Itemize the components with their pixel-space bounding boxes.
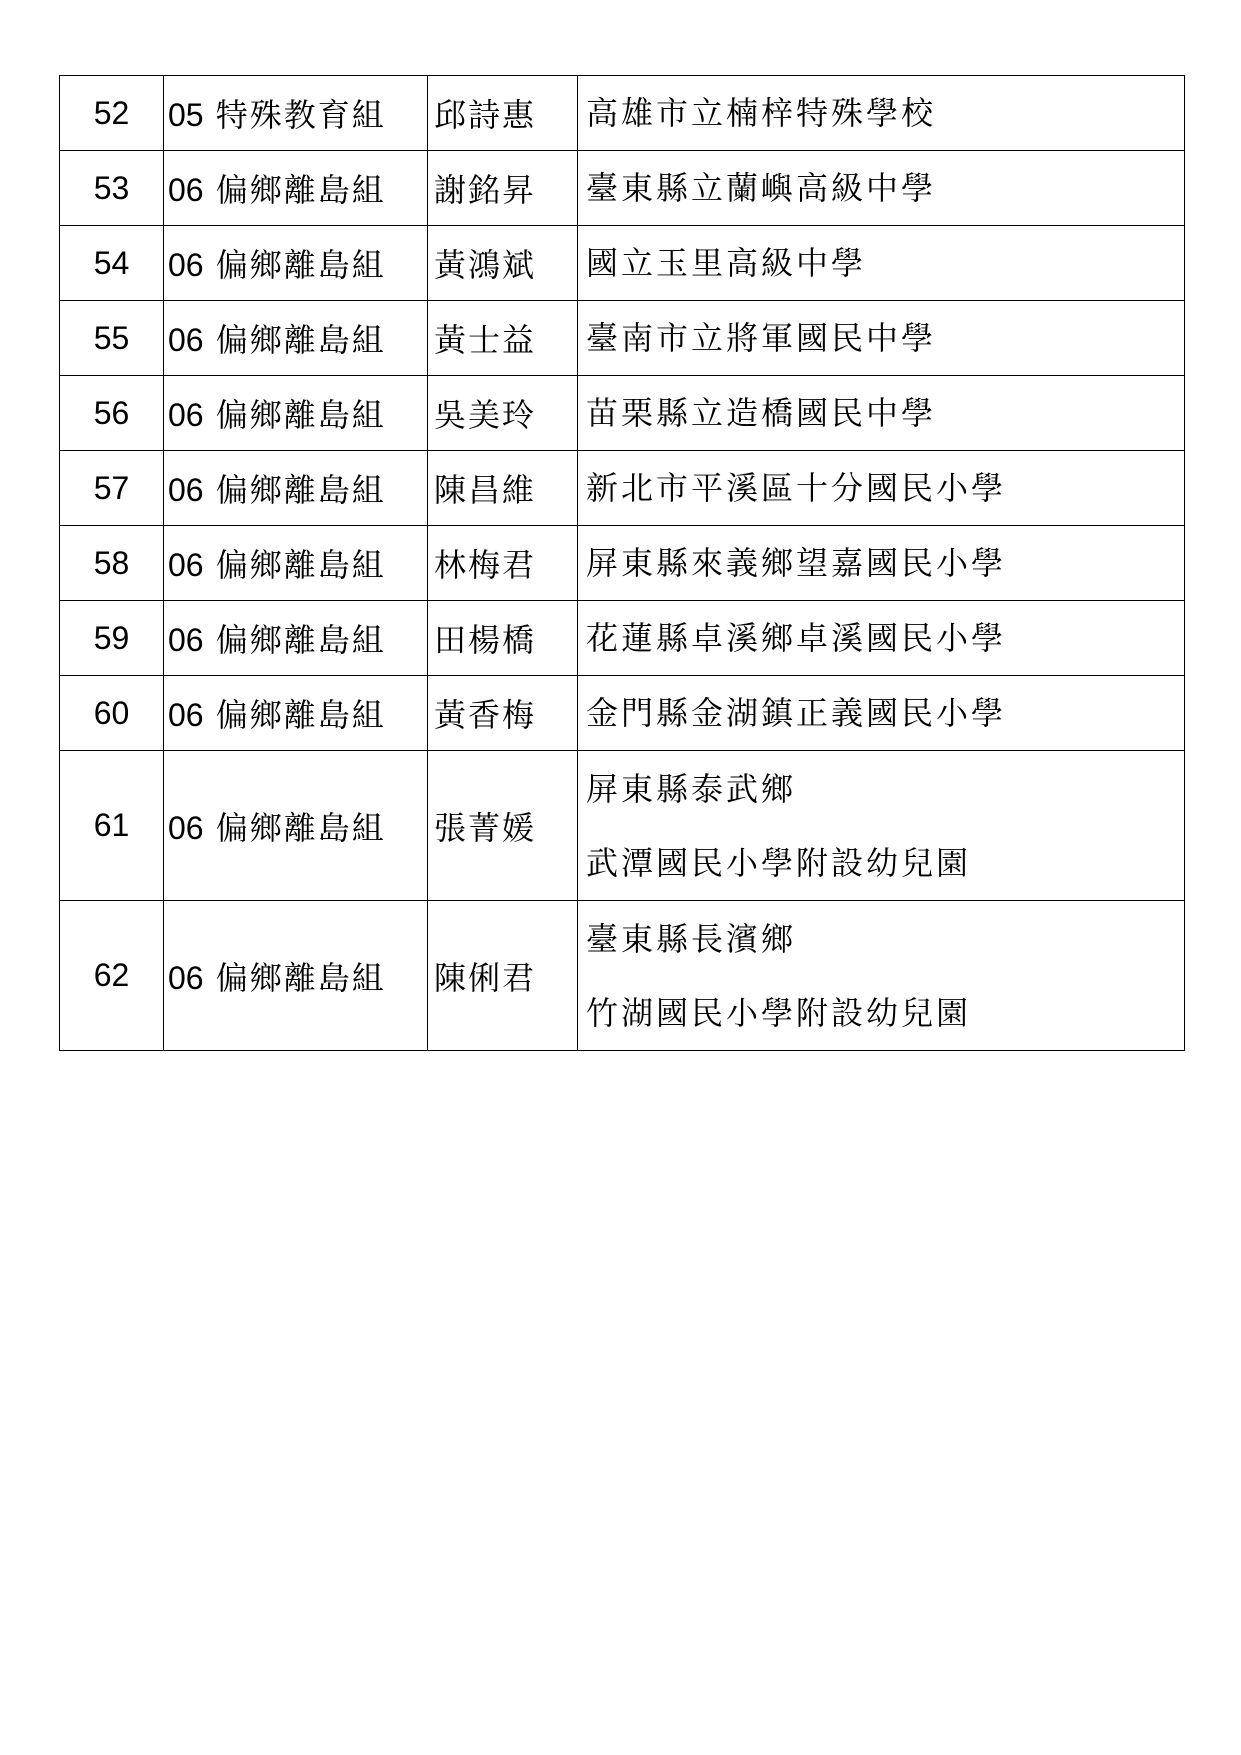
school-name-line2: 竹湖國民小學附設幼兒園 xyxy=(586,993,972,1032)
person-name: 張菁媛 xyxy=(428,751,578,901)
group-cell xyxy=(164,301,428,376)
row-number: 60 xyxy=(60,676,164,751)
school-name: 臺南市立將軍國民中學 xyxy=(586,319,937,357)
school-name: 屏東縣來義鄉望嘉國民小學 xyxy=(586,544,1007,582)
group-code: 06 xyxy=(168,322,204,358)
person-name: 田楊橋 xyxy=(428,601,578,676)
table-row xyxy=(60,301,1185,376)
group-name: 偏鄉離島組 xyxy=(215,696,386,734)
row-number: 58 xyxy=(60,526,164,601)
row-number: 61 xyxy=(60,751,164,901)
school-cell xyxy=(578,301,1185,376)
school-name: 苗栗縣立造橋國民中學 xyxy=(586,394,937,432)
group-code: 06 xyxy=(168,172,204,208)
group-cell xyxy=(164,751,428,901)
group-code: 06 xyxy=(168,397,204,433)
table-row xyxy=(60,226,1185,301)
school-name: 高雄市立楠梓特殊學校 xyxy=(586,94,937,132)
group-name: 偏鄉離島組 xyxy=(215,246,386,284)
group-cell xyxy=(164,376,428,451)
person-name: 林梅君 xyxy=(428,526,578,601)
awardee-table xyxy=(59,75,1185,1051)
group-name: 偏鄉離島組 xyxy=(215,321,386,359)
group-name: 偏鄉離島組 xyxy=(215,958,386,997)
school-name: 花蓮縣卓溪鄉卓溪國民小學 xyxy=(586,619,1007,657)
row-number: 62 xyxy=(60,901,164,1051)
school-cell xyxy=(578,676,1185,751)
group-cell xyxy=(164,151,428,226)
group-cell xyxy=(164,76,428,151)
person-name: 黃香梅 xyxy=(428,676,578,751)
school-name-line2: 武潭國民小學附設幼兒園 xyxy=(586,843,972,882)
group-name: 偏鄉離島組 xyxy=(215,171,386,209)
row-number: 55 xyxy=(60,301,164,376)
group-code: 06 xyxy=(168,809,204,846)
table-row xyxy=(60,151,1185,226)
group-code: 06 xyxy=(168,472,204,508)
group-name: 偏鄉離島組 xyxy=(215,546,386,584)
school-name: 新北市平溪區十分國民小學 xyxy=(586,469,1007,507)
person-name: 邱詩惠 xyxy=(428,76,578,151)
school-name: 國立玉里高級中學 xyxy=(586,244,867,282)
school-cell xyxy=(578,226,1185,301)
school-cell xyxy=(578,526,1185,601)
group-code: 06 xyxy=(168,622,204,658)
table-row xyxy=(60,751,1185,901)
person-name: 謝銘昇 xyxy=(428,151,578,226)
group-code: 06 xyxy=(168,547,204,583)
group-code: 06 xyxy=(168,697,204,733)
person-name: 陳昌維 xyxy=(428,451,578,526)
group-cell xyxy=(164,226,428,301)
person-name: 陳俐君 xyxy=(428,901,578,1051)
table-row xyxy=(60,76,1185,151)
table-row xyxy=(60,601,1185,676)
group-name: 偏鄉離島組 xyxy=(215,621,386,659)
school-cell xyxy=(578,376,1185,451)
row-number: 53 xyxy=(60,151,164,226)
row-number: 56 xyxy=(60,376,164,451)
school-cell xyxy=(578,601,1185,676)
person-name: 黃士益 xyxy=(428,301,578,376)
row-number: 59 xyxy=(60,601,164,676)
school-name: 金門縣金湖鎮正義國民小學 xyxy=(586,694,1007,732)
table-row xyxy=(60,676,1185,751)
group-code: 06 xyxy=(168,247,204,283)
person-name: 吳美玲 xyxy=(428,376,578,451)
school-name-line1: 屏東縣泰武鄉 xyxy=(586,769,797,808)
group-cell xyxy=(164,901,428,1051)
school-cell xyxy=(578,901,1185,1051)
group-code: 06 xyxy=(168,959,204,996)
table-row xyxy=(60,451,1185,526)
school-name-line1: 臺東縣長濱鄉 xyxy=(586,919,797,958)
group-cell xyxy=(164,676,428,751)
group-name: 偏鄉離島組 xyxy=(215,471,386,509)
group-code: 05 xyxy=(168,97,204,133)
school-cell xyxy=(578,451,1185,526)
group-name: 偏鄉離島組 xyxy=(215,808,386,847)
group-name: 偏鄉離島組 xyxy=(215,396,386,434)
row-number: 57 xyxy=(60,451,164,526)
school-name: 臺東縣立蘭嶼高級中學 xyxy=(586,169,937,207)
group-name: 特殊教育組 xyxy=(215,96,386,134)
school-cell xyxy=(578,76,1185,151)
row-number: 54 xyxy=(60,226,164,301)
group-cell xyxy=(164,526,428,601)
table-row xyxy=(60,526,1185,601)
row-number: 52 xyxy=(60,76,164,151)
person-name: 黃鴻斌 xyxy=(428,226,578,301)
group-cell xyxy=(164,601,428,676)
table-row xyxy=(60,901,1185,1051)
group-cell xyxy=(164,451,428,526)
school-cell xyxy=(578,751,1185,901)
school-cell xyxy=(578,151,1185,226)
table-row xyxy=(60,376,1185,451)
